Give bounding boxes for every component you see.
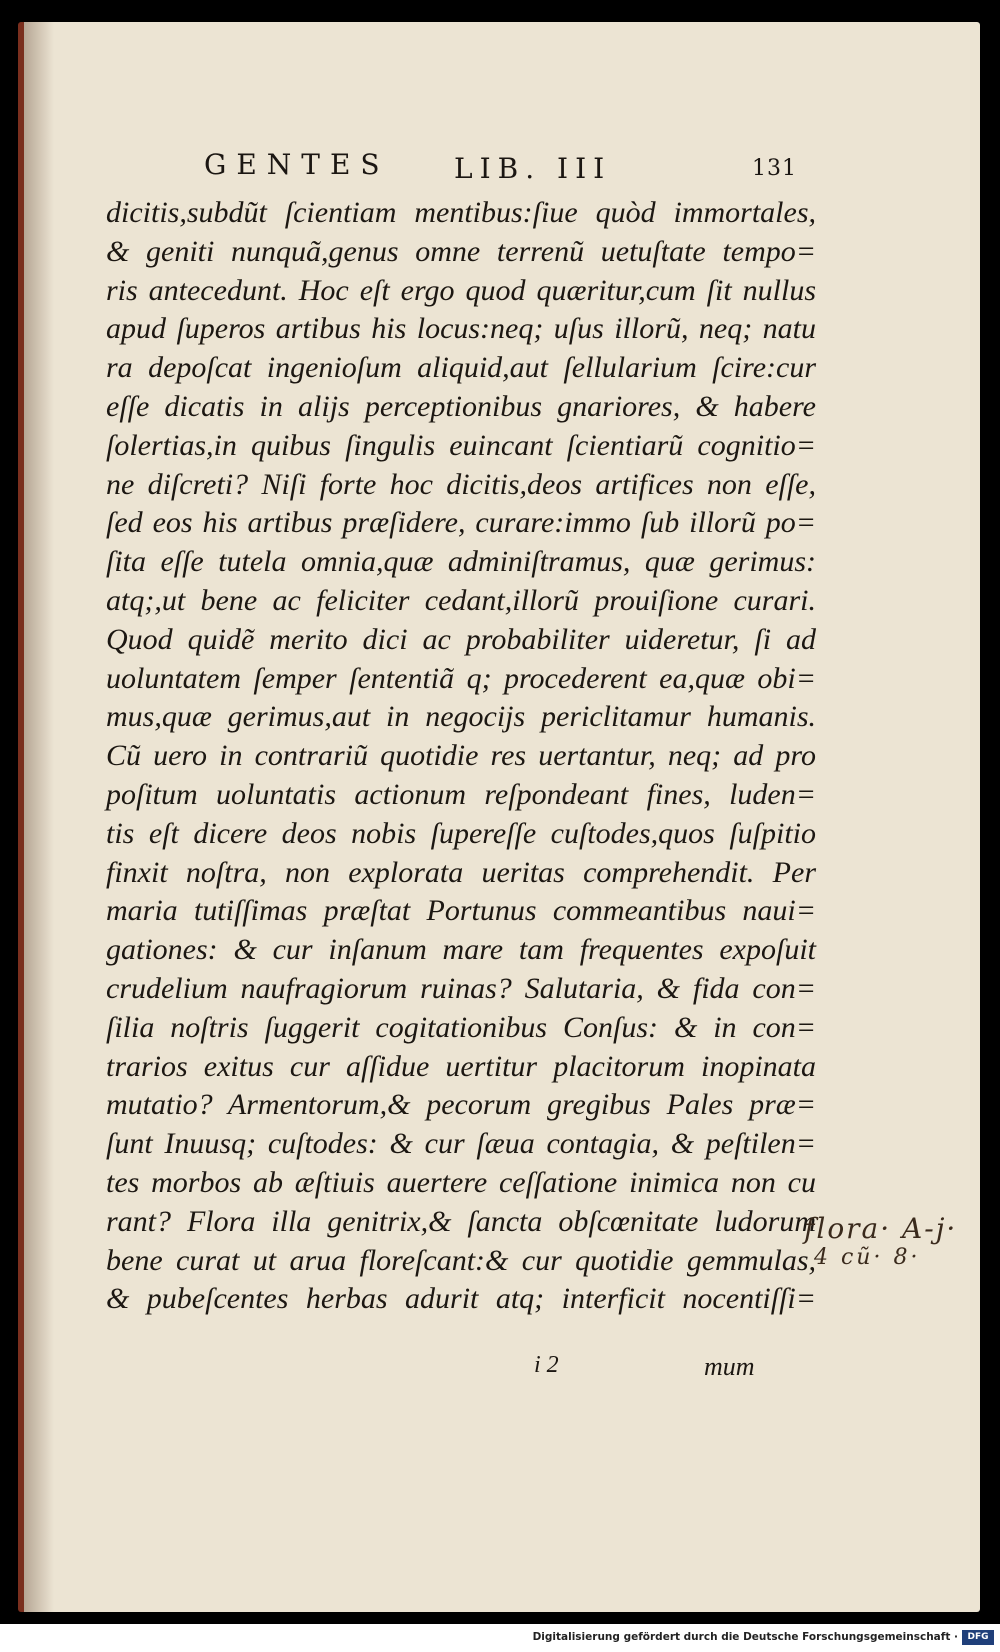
- text-line: mutatio? Armentorum,& pecorum gregibus Pales præ=: [106, 1088, 816, 1122]
- text-line: crudelium naufragiorum ruinas? Salutaria, & fida con=: [106, 971, 816, 1005]
- digitization-credit-bar: [0, 1624, 1000, 1652]
- margin-note-line: 4 cũ· 8·: [814, 1245, 921, 1270]
- text-line: bene curat ut arua floreſcant:& cur quotidie gemmulas,: [106, 1243, 816, 1277]
- text-line: eſſe dicatis in alijs perceptionibus gnariores, & habere: [106, 389, 816, 423]
- dfg-logo-icon: DFG: [962, 1630, 994, 1645]
- text-line: Cũ uero in contrariũ quotidie res uertantur, neq; ad pro: [106, 739, 816, 773]
- text-line: ſunt Inuusq; cuſtodes: & cur ſæua contagia, & peſtilen=: [106, 1127, 816, 1161]
- text-line: & pubeſcentes herbas adurit atq; interficit nocentiſſi=: [106, 1282, 816, 1316]
- body-text: [106, 194, 816, 1319]
- folio-number: 131: [752, 156, 797, 181]
- running-head-book: LIB. III: [454, 152, 612, 185]
- text-line: ſita eſſe tutela omnia,quæ adminiſtramus, quæ gerimus:: [106, 545, 816, 579]
- text-line: Quod quidẽ merito dici ac probabiliter uideretur, ſi ad: [106, 622, 816, 656]
- handwritten-margin-note: [804, 1212, 957, 1270]
- credit-text: Digitalisierung gefördert durch die Deutsche Forschungsgemeinschaft ·: [532, 1631, 958, 1643]
- book-page: [18, 22, 980, 1612]
- text-line: gationes: & cur inſanum mare tam frequentes expoſuit: [106, 933, 816, 967]
- text-line: dicitis,subdũt ſcientiam mentibus:ſiue quòd immortales,: [106, 196, 816, 229]
- text-line: rant? Flora illa genitrix,& ſancta obſcœnitate ludorum: [106, 1204, 816, 1238]
- text-line: maria tutiſſimas præſtat Portunus commeantibus naui=: [106, 894, 816, 928]
- text-line: ſolertias,in quibus ſingulis euincant ſcientiarũ cognitio=: [106, 428, 816, 462]
- text-line: poſitum uoluntatis actionum reſpondeant fines, luden=: [106, 777, 816, 811]
- page-header: [24, 134, 980, 194]
- text-line: tes morbos ab æſtiuis auertere ceſſatione inimica non cu: [106, 1165, 816, 1199]
- running-head: GENTES: [204, 148, 390, 181]
- text-line: ra depoſcat ingenioſum aliquid,aut ſellularium ſcire:cur: [106, 351, 816, 385]
- text-line: mus,quæ gerimus,aut in negocijs periclitamur humanis.: [106, 700, 816, 734]
- catchword: mum: [704, 1352, 755, 1381]
- text-line: ſed eos his artibus præſidere, curare:immo ſub illorũ po=: [106, 506, 816, 540]
- text-line: apud ſuperos artibus his locus:neq; uſus illorũ, neq; natu: [106, 312, 816, 346]
- text-line: ne diſcreti? Niſi forte hoc dicitis,deos artifices non eſſe,: [106, 467, 816, 501]
- text-line: trarios exitus cur aſſidue uertitur placitorum inopinata: [106, 1049, 816, 1083]
- signature-mark: i 2: [534, 1352, 559, 1378]
- text-line: ris antecedunt. Hoc eſt ergo quod quæritur,cum ſit nullus: [106, 273, 816, 307]
- text-line: tis eſt dicere deos nobis ſupereſſe cuſtodes,quos ſuſpitio: [106, 816, 816, 850]
- text-line: atq;,ut bene ac feliciter cedant,illorũ prouiſione curari.: [106, 583, 816, 617]
- margin-note-line: flora· A-j·: [804, 1212, 958, 1245]
- text-line: ſilia noſtris ſuggerit cogitationibus Conſus: & in con=: [106, 1010, 816, 1044]
- text-line: finxit noſtra, non explorata ueritas comprehendit. Per: [106, 855, 816, 889]
- text-line: uoluntatem ſemper ſententiã q; procederent ea,quæ obi=: [106, 661, 816, 695]
- text-line: & geniti nunquã,genus omne terrenũ uetuſtate tempo=: [106, 234, 816, 268]
- page-footer: [24, 1352, 980, 1392]
